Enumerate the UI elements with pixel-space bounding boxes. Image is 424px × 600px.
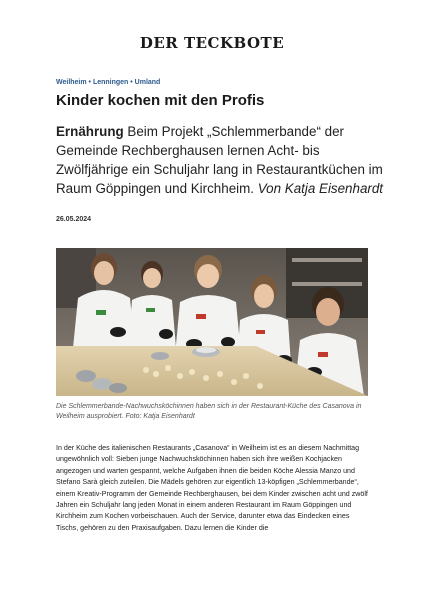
photo-caption: Die Schlemmerbande-Nachwuchsköchinnen haben sich in der Restaurant-Küche des Casanova in Weilheim ausprobiert. Foto: Katja Eisenhardt <box>56 403 362 420</box>
kitchen-photo-illustration <box>56 248 368 396</box>
article-body: In der Küche des italienischen Restaurants „Casanova“ in Weilheim ist es an diesem Nachmittag ungewöhnlich voll: Sieben junge Nachwuchsköchinnen haben sich ihre weißen Kochjacken angezogen und warten gespannt, welche Aufgaben ihnen die beiden Köche Alessia Manzo und Stefano Sarà gleich zuteilen. Die Mädels gehören zur eigentlich 13-köpfigen „Schlemmerbande“, einem Kreativ-Programm der Gemeinde Rechberghausen, bei dem Kinder zwischen acht und zwölf Jahren ein Schuljahr lang jeden Monat in einem anderen Restaurant im Raum Göppingen und Kirchheim zum Kochen vorbeischauen. Auch der Service, darunter etwa das Eindecken eines Tischs, gehören zu den Praxisaufgaben. Dazu lernen die Kinder die <box>56 444 368 532</box>
masthead <box>0 34 424 53</box>
lead-text: Beim Projekt „Schlemmerbande“ der Gemeinde Rechberghausen lernen Acht- bis Zwölfjährige ein Schuljahr lang in Restaurantküchen im Raum Göppingen und Kirchheim. <box>56 124 383 196</box>
article-photo <box>56 248 368 396</box>
article-author: Von Katja Eisenhardt <box>257 181 384 196</box>
newspaper-logo[interactable] <box>140 34 284 52</box>
logo-text: DER TECKBOTE <box>139 34 285 52</box>
section-kicker[interactable]: Weilheim • Lenningen • Umland <box>56 79 161 86</box>
article-date: 26.05.2024 <box>56 216 92 223</box>
article-lead <box>56 122 386 198</box>
lead-label: Ernährung <box>56 124 124 139</box>
article-headline: Kinder kochen mit den Profis <box>56 92 265 109</box>
